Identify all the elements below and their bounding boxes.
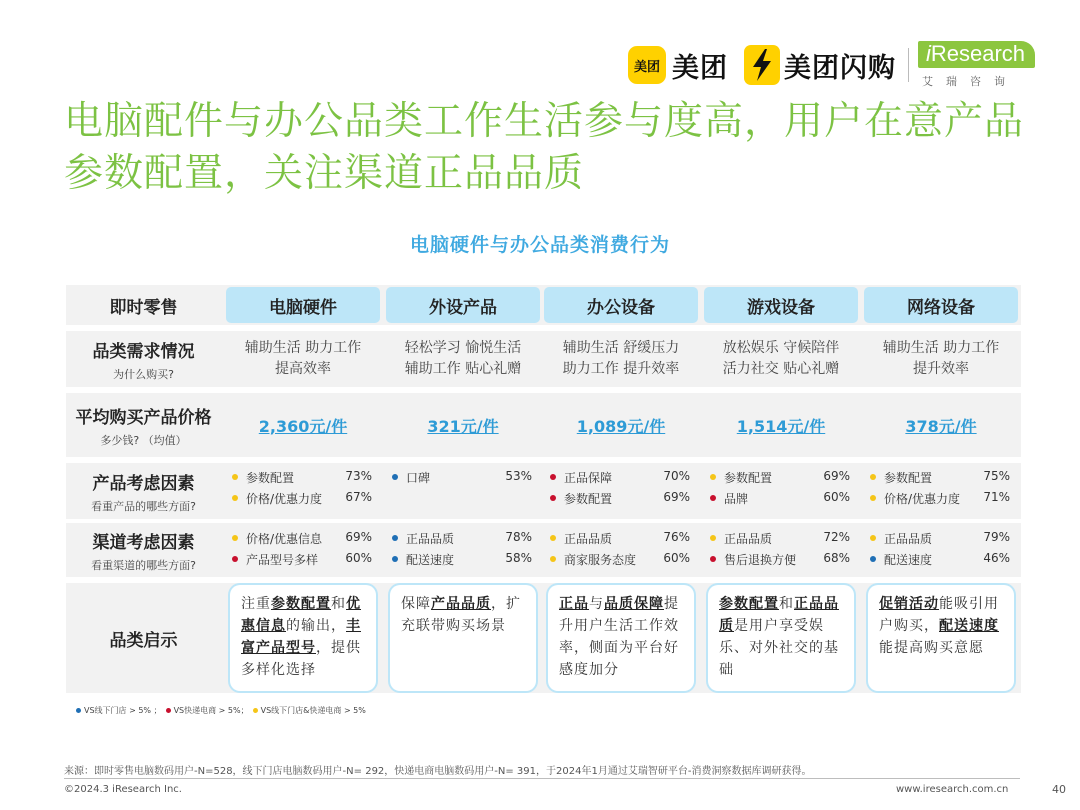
factor-percent: 53% — [505, 469, 532, 483]
channel-factors-cell-col-3 — [544, 530, 698, 574]
demand-line: 助力工作 提升效率 — [562, 361, 680, 377]
channel-factors-cell-col-2 — [386, 530, 540, 574]
factor-percent: 58% — [505, 551, 532, 565]
factor-item — [704, 530, 858, 548]
factor-percent: 76% — [663, 530, 690, 544]
factor-name: 参数配置 — [884, 471, 933, 485]
factor-name: 价格/优惠力度 — [884, 492, 961, 506]
table-title: 电脑硬件与办公品类消费行为 — [409, 234, 670, 256]
factor-item — [386, 551, 540, 569]
factor-percent: 46% — [983, 551, 1010, 565]
marker-dot-icon — [710, 495, 716, 501]
channel-factors-cell-col-5 — [864, 530, 1018, 574]
factor-percent: 69% — [823, 469, 850, 483]
demand-cell-col-3 — [544, 338, 698, 382]
marker-dot-icon — [710, 556, 716, 562]
insight-card-body — [390, 585, 536, 691]
row-label-insight — [66, 583, 221, 693]
demand-line: 辅助生活 助力工作 — [882, 340, 1000, 356]
price-cell-col-4: 1,514元/件 — [736, 416, 826, 436]
factor-item — [864, 530, 1018, 548]
row-label-channel-factors-title: 渠道考虑因素 — [92, 532, 195, 553]
factor-item — [226, 490, 380, 508]
insight-card-body — [230, 585, 376, 691]
demand-cell-col-1 — [226, 338, 380, 382]
factor-name: 正品品质 — [406, 532, 455, 546]
factor-percent: 72% — [823, 530, 850, 544]
row-label-channel-factors-sub: 看重渠道的哪些方面? — [91, 558, 196, 572]
table-corner-header: 即时零售 — [109, 297, 178, 318]
legend-dot-icon — [76, 708, 81, 713]
factor-percent: 60% — [345, 551, 372, 565]
row-label-price — [66, 393, 221, 457]
factor-name: 价格/优惠力度 — [246, 492, 323, 506]
demand-line: 辅助生活 舒缓压力 — [562, 340, 680, 356]
legend-item — [166, 705, 249, 716]
source-note: 来源：即时零售电脑数码用户-N=528，线下门店电脑数码用户-N= 292，快递电商电脑数码用户-N= 391，于2024年1月通过艾瑞智研平台-消费洞察数据库调研获得。 — [64, 766, 812, 777]
price-cell-col-2: 321元/件 — [427, 416, 499, 436]
factor-item — [704, 490, 858, 508]
insight-text: 的输出， — [286, 618, 346, 634]
factor-name: 配送速度 — [884, 553, 933, 567]
insight-card-col-1 — [228, 583, 378, 693]
column-header-col-2: 外设产品 — [386, 287, 540, 323]
insight-text: 与 — [589, 596, 604, 612]
legend-dot-icon — [166, 708, 171, 713]
column-header-col-5: 网络设备 — [864, 287, 1018, 323]
marker-dot-icon — [870, 495, 876, 501]
demand-line: 活力社交 贴心礼赠 — [722, 361, 840, 377]
marker-dot-icon — [550, 474, 556, 480]
demand-line: 辅助生活 助力工作 — [244, 340, 362, 356]
row-label-insight-title: 品类启示 — [109, 630, 178, 651]
insight-card-col-3 — [546, 583, 696, 693]
row-label-product-factors-sub: 看重产品的哪些方面? — [91, 499, 196, 513]
row-label-channel-factors — [66, 523, 221, 577]
demand-line: 辅助工作 贴心礼赠 — [404, 361, 522, 377]
marker-dot-icon — [870, 535, 876, 541]
factor-name: 参数配置 — [564, 492, 613, 506]
factor-percent: 75% — [983, 469, 1010, 483]
legend-text: VS线下门店 > 5% ； — [84, 706, 162, 715]
product-factors-cell-col-1 — [226, 469, 380, 513]
consumer-behavior-table — [66, 285, 1021, 695]
insight-text: 注重 — [241, 596, 271, 612]
product-factors-cell-col-5 — [864, 469, 1018, 513]
row-label-demand-sub: 为什么购买? — [113, 367, 174, 381]
meituan-flash-logo-text: 美团闪购 — [784, 52, 896, 84]
factor-item — [864, 469, 1018, 487]
factor-item — [704, 469, 858, 487]
insight-text: ，扩充联带购买场景 — [401, 596, 521, 634]
insight-emphasis: 促销活动 — [879, 596, 939, 612]
factor-item — [544, 490, 698, 508]
marker-dot-icon — [870, 556, 876, 562]
legend-item — [253, 705, 366, 716]
factor-item — [544, 469, 698, 487]
marker-dot-icon — [710, 535, 716, 541]
insight-card-col-5 — [866, 583, 1016, 693]
demand-cell-col-5 — [864, 338, 1018, 382]
factor-name: 价格/优惠信息 — [246, 532, 323, 546]
website-url: www.iresearch.com.cn — [896, 784, 1009, 795]
insight-text: 和 — [779, 596, 794, 612]
row-label-product-factors-title: 产品考虑因素 — [92, 473, 195, 494]
insight-emphasis: 参数配置 — [719, 596, 779, 612]
product-factors-cell-col-3 — [544, 469, 698, 513]
row-label-product-factors — [66, 463, 221, 519]
insight-emphasis: 正品 — [559, 596, 589, 612]
factor-name: 正品保障 — [564, 471, 613, 485]
demand-line: 轻松学习 愉悦生活 — [404, 340, 522, 356]
iresearch-logo — [918, 41, 1035, 89]
factor-item — [386, 530, 540, 548]
factor-percent: 68% — [823, 551, 850, 565]
insight-card-body — [548, 585, 694, 691]
marker-dot-icon — [392, 556, 398, 562]
factor-percent: 71% — [983, 490, 1010, 504]
legend-text: VS线下门店&快递电商 > 5% — [260, 706, 366, 715]
flash-bolt-icon — [744, 45, 780, 85]
demand-line: 提升效率 — [913, 361, 969, 377]
insight-emphasis: 产品品质 — [431, 596, 491, 612]
factor-percent: 73% — [345, 469, 372, 483]
factor-item — [386, 469, 540, 487]
insight-emphasis: 品质保障 — [604, 596, 664, 612]
channel-factors-cell-col-1 — [226, 530, 380, 574]
factor-name: 配送速度 — [406, 553, 455, 567]
legend — [76, 705, 370, 716]
factor-item — [226, 530, 380, 548]
insight-emphasis: 正品品质 — [719, 596, 839, 634]
demand-cell-col-4 — [704, 338, 858, 382]
demand-line: 放松娱乐 守候陪伴 — [722, 340, 840, 356]
insight-emphasis: 优惠信息 — [241, 596, 361, 634]
insight-card-col-2 — [388, 583, 538, 693]
price-cell-col-3: 1,089元/件 — [576, 416, 666, 436]
marker-dot-icon — [870, 474, 876, 480]
iresearch-logo-text: iResearch — [918, 41, 1035, 68]
insight-text: 能提高购买意愿 — [879, 640, 984, 656]
legend-item — [76, 705, 162, 716]
channel-factors-cell-col-4 — [704, 530, 858, 574]
marker-dot-icon — [232, 535, 238, 541]
price-cell-col-1: 2,360元/件 — [258, 416, 348, 436]
factor-percent: 60% — [663, 551, 690, 565]
legend-text: VS快递电商 > 5%； — [173, 706, 249, 715]
factor-percent: 69% — [345, 530, 372, 544]
demand-cell-col-2 — [386, 338, 540, 382]
price-cell-col-5: 378元/件 — [905, 416, 977, 436]
insight-text: 是用户享受娱乐、对外社交的基础 — [719, 618, 839, 678]
factor-percent: 70% — [663, 469, 690, 483]
marker-dot-icon — [550, 535, 556, 541]
insight-text: 保障 — [401, 596, 431, 612]
marker-dot-icon — [710, 474, 716, 480]
marker-dot-icon — [550, 556, 556, 562]
factor-percent: 67% — [345, 490, 372, 504]
copyright: ©2024.3 iResearch Inc. — [64, 784, 182, 795]
column-header-col-3: 办公设备 — [544, 287, 698, 323]
factor-item — [704, 551, 858, 569]
factor-name: 正品品质 — [884, 532, 933, 546]
logo-bar — [628, 40, 1035, 90]
meituan-badge-logo: 美团 — [628, 46, 666, 84]
legend-dot-icon — [253, 708, 258, 713]
factor-percent: 78% — [505, 530, 532, 544]
logo-divider — [908, 48, 909, 82]
factor-name: 参数配置 — [724, 471, 773, 485]
factor-item — [226, 551, 380, 569]
product-factors-cell-col-4 — [704, 469, 858, 513]
factor-name: 售后退换方便 — [724, 553, 797, 567]
marker-dot-icon — [550, 495, 556, 501]
footer-divider — [64, 778, 1020, 779]
factor-name: 参数配置 — [246, 471, 295, 485]
row-label-demand-title: 品类需求情况 — [92, 341, 195, 362]
row-label-demand — [66, 331, 221, 387]
product-factors-cell-col-2 — [386, 469, 540, 513]
factor-name: 产品型号多样 — [246, 553, 319, 567]
marker-dot-icon — [232, 495, 238, 501]
column-header-col-1: 电脑硬件 — [226, 287, 380, 323]
row-label-price-sub: 多少钱? （均值） — [100, 433, 187, 447]
insight-emphasis: 配送速度 — [939, 618, 999, 634]
factor-item — [544, 530, 698, 548]
insight-emphasis: 丰富产品型号 — [241, 618, 361, 656]
column-header-col-4: 游戏设备 — [704, 287, 858, 323]
insight-text: ，提供多样化选择 — [241, 640, 361, 678]
factor-item — [864, 551, 1018, 569]
factor-item — [544, 551, 698, 569]
marker-dot-icon — [232, 474, 238, 480]
factor-name: 商家服务态度 — [564, 553, 637, 567]
marker-dot-icon — [232, 556, 238, 562]
factor-name: 口碑 — [406, 471, 431, 485]
factor-item — [864, 490, 1018, 508]
iresearch-logo-subtitle: 艾瑞咨询 — [922, 75, 1018, 88]
factor-name: 正品品质 — [724, 532, 773, 546]
insight-text: 能吸引用户购买， — [879, 596, 999, 634]
marker-dot-icon — [392, 474, 398, 480]
insight-card-col-4 — [706, 583, 856, 693]
factor-percent: 60% — [823, 490, 850, 504]
demand-line: 提高效率 — [275, 361, 331, 377]
insight-emphasis: 参数配置 — [271, 596, 331, 612]
factor-name: 品牌 — [724, 492, 749, 506]
factor-percent: 69% — [663, 490, 690, 504]
insight-text: 提升用户生活工作效率，侧面为平台好感度加分 — [559, 596, 679, 678]
page-number: 40 — [1052, 783, 1066, 796]
meituan-logo-text: 美团 — [672, 52, 728, 84]
insight-card-body — [868, 585, 1014, 691]
page-title: 电脑配件与办公品类工作生活参与度高，用户在意产品参数配置，关注渠道正品品质 — [64, 99, 1025, 196]
factor-name: 正品品质 — [564, 532, 613, 546]
insight-card-body — [708, 585, 854, 691]
marker-dot-icon — [392, 535, 398, 541]
insight-text: 和 — [331, 596, 346, 612]
factor-item — [226, 469, 380, 487]
factor-percent: 79% — [983, 530, 1010, 544]
row-label-price-title: 平均购买产品价格 — [75, 407, 212, 428]
